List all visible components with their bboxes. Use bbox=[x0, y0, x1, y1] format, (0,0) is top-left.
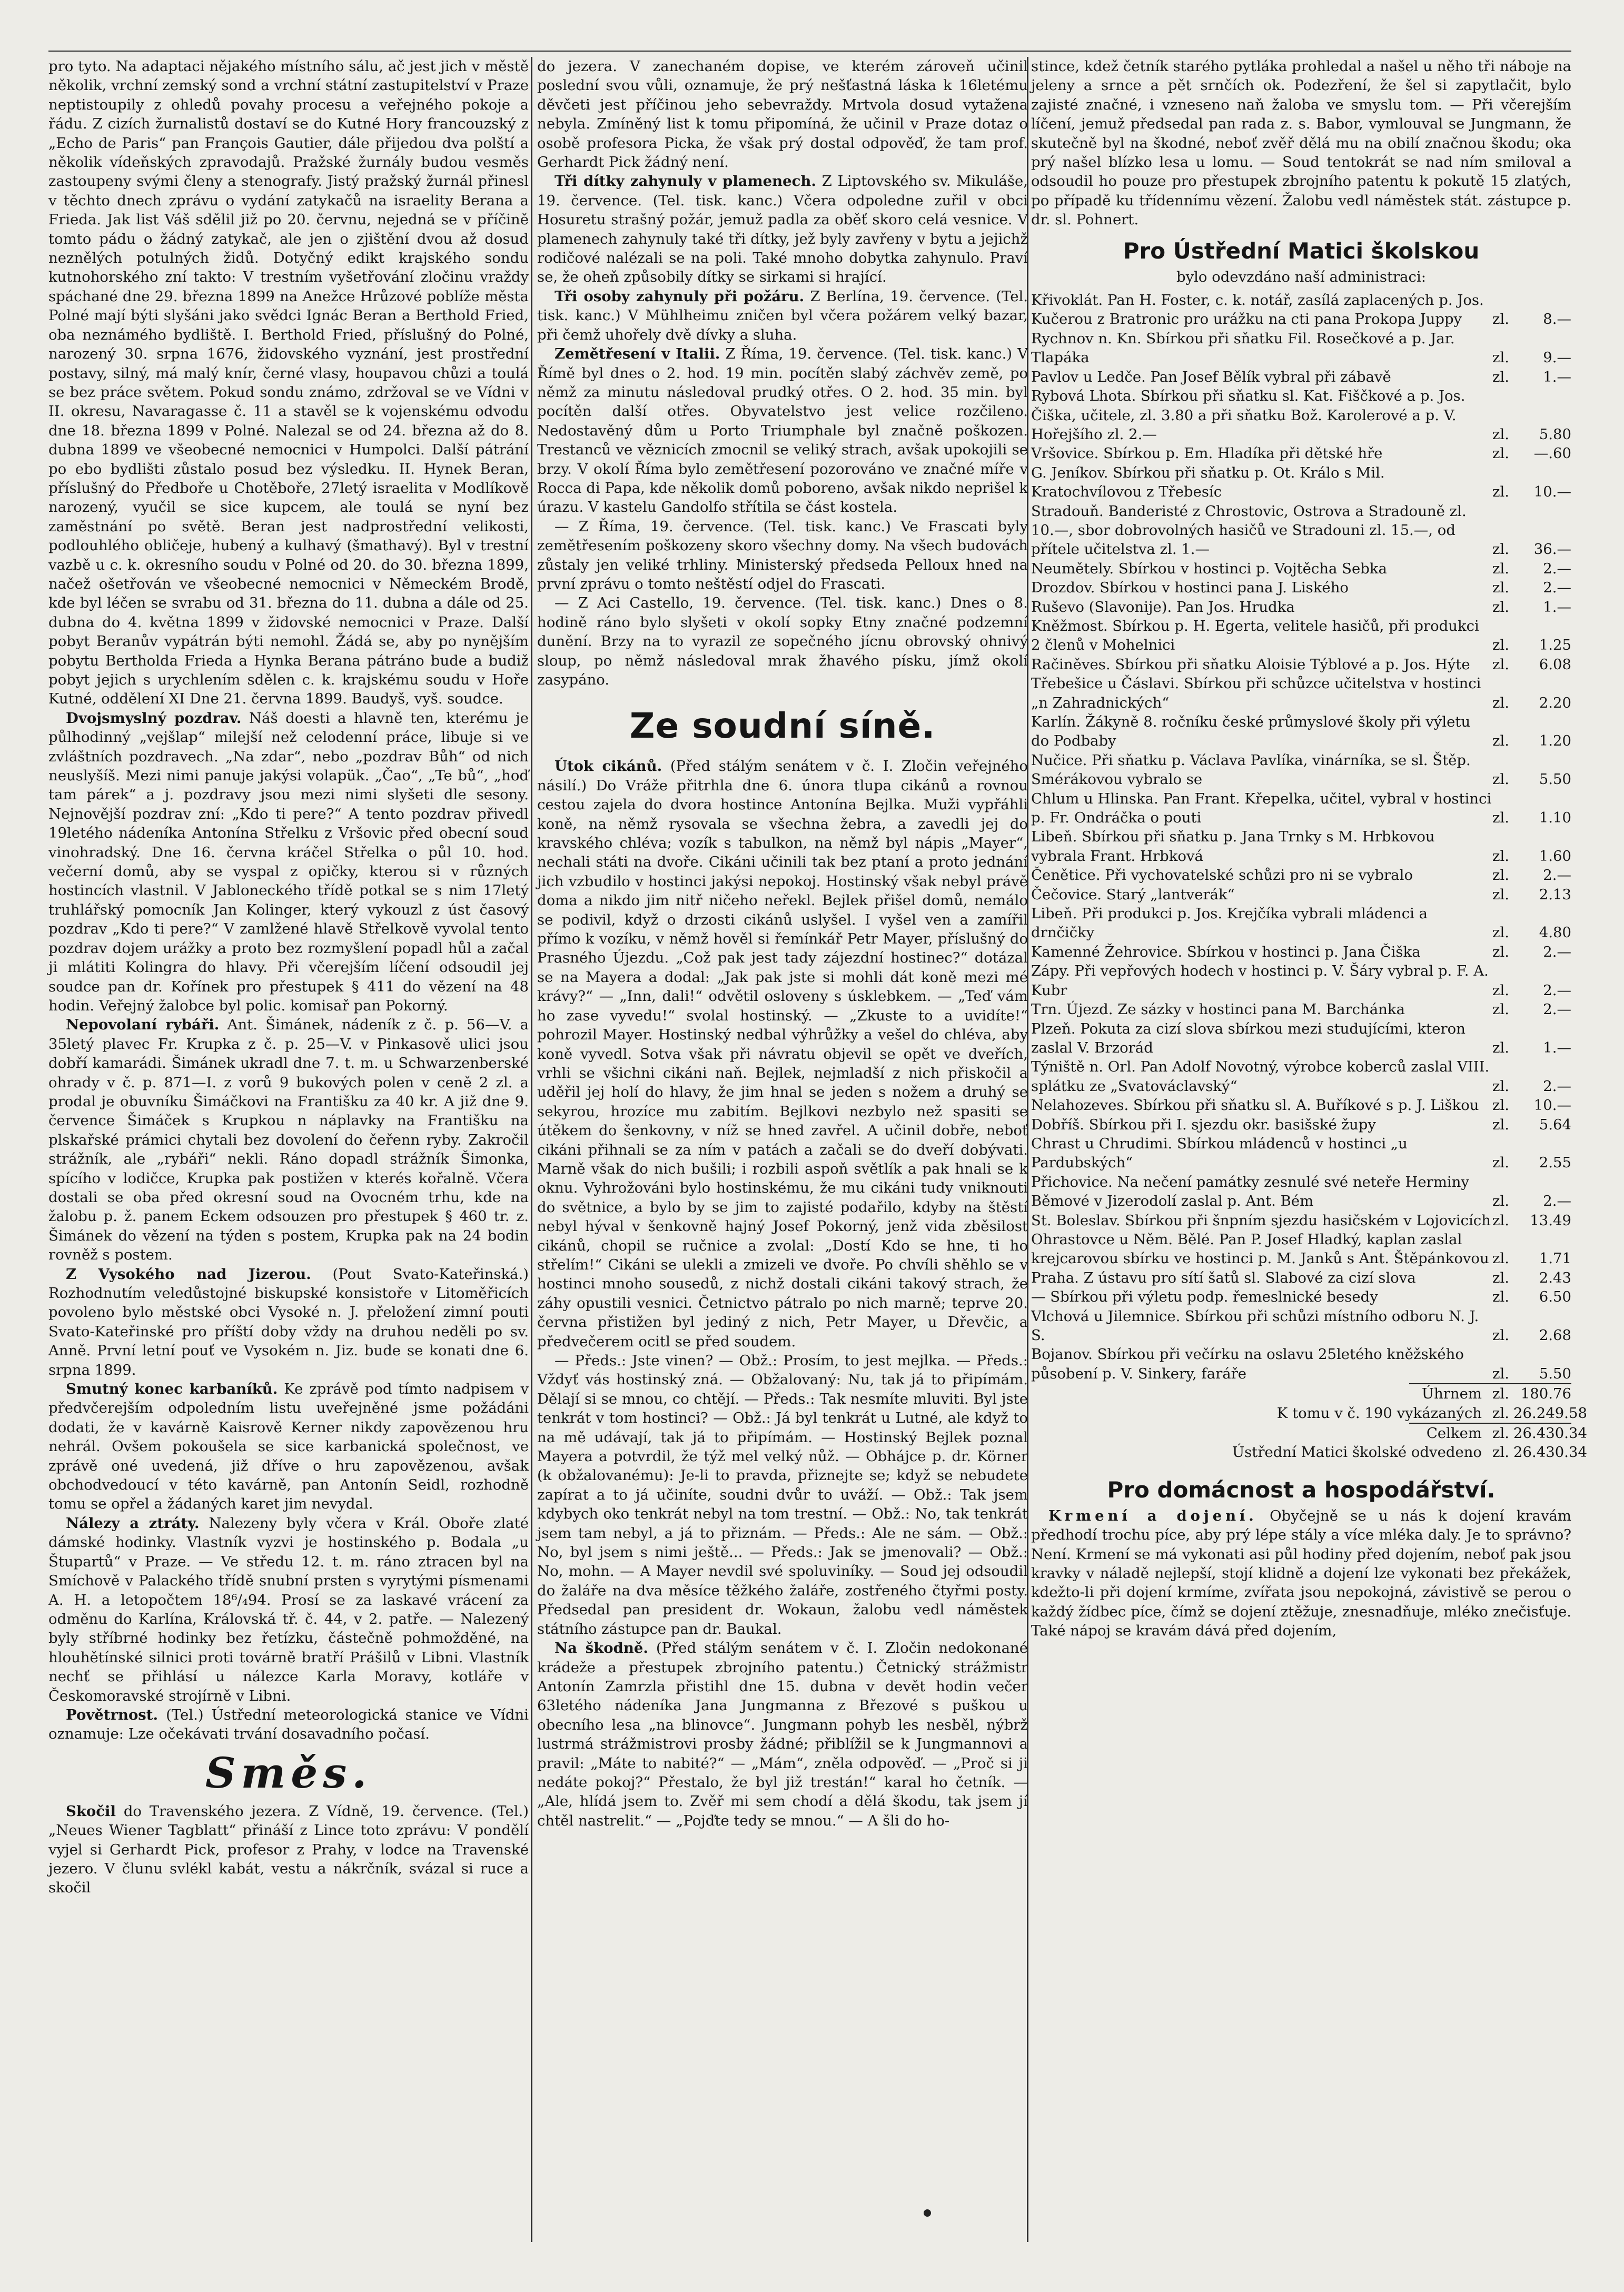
donation-row bbox=[1031, 578, 1571, 597]
text-krmeni: Obyčejně se u nás k dojení kravám předhodí trochu píce, aby prý lépe stály a více mléka daly. Je to správno? Není. Krmení se má vykonati asi půl hodiny před dojením, neboť pak jsou kravky v náladě nejlepší, stojí klidně a dojení lze vykonati bez překážek, kdežto-li při dojení krmíme, zvířata jsou nepokojná, závistivě se perou o každý žídbec píce, čímž se dojení ztěžuje, znesnadňuje, mléko znečisťuje. Také nápoj se kravám dává před dojením, bbox=[1031, 1507, 1571, 1640]
donation-row bbox=[1031, 866, 1571, 885]
text-zemetreseni: Z Říma, 19. července. (Tel. tisk. kanc.) V Římě byl dnes o 2. hod. 19 min. pocítěn slabý záchvěv země, po němž za minutu následoval prudký otřes. O 2. hod. 35 min. byl pocítěn další otřes. Obyvatelstvo jest velice rozčileno. Nedostavěný dům u Porto Triumphale byl značně poškozen. Trestanců ve věznicích zmocnil se veliký strach, avšak upokojili se brzy. V okolí Říma bylo zemětřesení pozorováno ve značné míře v Rocca di Papa, kde několik domů poboreno, avšak nikdo neprišel k úrazu. V kastelu Gandolfo střítila se část kostela. bbox=[537, 345, 1028, 516]
donation-row bbox=[1031, 674, 1571, 712]
article-na-skodne-cont: stince, kdež četník starého pytláka prohledal a našel u něho tři náboje na jeleny a srnce a pět srnčích ok. Podezření, že šel si zapytlačit, bylo zajisté značné, i vzneseno naň žaloba ve smyslu tom. — Při včerejším líčení, jemuž předsedal pan rada z. s. Babor, vymlouval se Jungmann, že skutečně byl na škodné, neboť zvěř dělá mu na obilí značnou škodu; oka prý našel blízko lesa u lomu. — Soud tentokrát se nad ním smiloval a odsoudil ho pouze pro přestupek zbrojního patentu k pokutě 15 zlatých, po případě ku třídennímu vězení. Žalobu vedl náměstek stát. zástupce p. dr. sl. Pohnert. bbox=[1031, 58, 1571, 229]
donation-amount: 2.— bbox=[1543, 1077, 1571, 1095]
donation-row bbox=[1031, 1345, 1571, 1383]
donation-text: Račiněves. Sbírkou při sňatku Aloisie Týblové a p. Jos. Hýte bbox=[1031, 656, 1470, 673]
donation-text: Libeň. Sbírkou při sňatku p. Jana Trnky s M. Hrbkovou vybrala Frant. Hrbková bbox=[1031, 828, 1435, 865]
ink-dot bbox=[924, 2209, 931, 2217]
donation-text: Stradouň. Banderisté z Chrostovic, Ostrova a Stradouně zl. 10.—, sbor dobrovolných hasičů ve Stradouni zl. 15.—, od přítele učitelstva zl. 1.— bbox=[1031, 502, 1467, 558]
donation-amount: 8.— bbox=[1543, 311, 1571, 328]
donation-text: Rychnov n. Kn. Sbírkou při sňatku Fil. Rosečkové a p. Jar. Tlapáka bbox=[1031, 330, 1455, 366]
donation-text: Třebešice u Čáslavi. Sbírkou při schůzce učitelstva v hostinci „n Zahradnických“ bbox=[1031, 675, 1481, 711]
donation-text: Neumětely. Sbírkou v hostinci p. Vojtěcha Sebka bbox=[1031, 560, 1387, 577]
text-skocil: do Travenského jezera. Z Vídně, 19. července. (Tel.) „Neues Wiener Tagblatt“ přináší z Lince toto zprávu: V pondělí vyjel si Gerhardt Pick, profesor z Prahy, v lodce na Travenské jezero. V člunu svlékl kabát, vestu a nákrčník, svázal si ruce a skočil bbox=[48, 1802, 529, 1897]
donation-row bbox=[1031, 1287, 1571, 1306]
donation-amount: 13.49 bbox=[1530, 1212, 1571, 1229]
donation-amount: 1.— bbox=[1543, 1039, 1571, 1056]
headline-krmeni: Krmení a dojení. bbox=[1048, 1507, 1257, 1524]
column-1 bbox=[48, 57, 529, 2253]
column-rule-left bbox=[531, 57, 532, 2242]
donation-text: Nučice. Při sňatku p. Václava Pavlíka, vinárníka, se sl. Štěp. Smérákovou vybralo se bbox=[1031, 751, 1471, 788]
donation-amount: 2.— bbox=[1543, 1193, 1571, 1210]
text-tri-osoby: Z Berlína, 19. července. (Tel. tisk. kanc.) V Mühlheimu zničen byl včera požárem velký bazar, při čemž uhořely dvě dívky a sluha. bbox=[537, 287, 1028, 343]
donation-row bbox=[1031, 291, 1571, 329]
top-rule bbox=[48, 51, 1571, 52]
donation-currency: zl. bbox=[1492, 1327, 1510, 1344]
donation-text: Týniště n. Orl. Pan Adolf Novotný, výrobce koberců zaslal VIII. splátku ze „Svatováclavský“ bbox=[1031, 1058, 1490, 1095]
donation-list bbox=[1031, 291, 1571, 1383]
article-karbanici bbox=[48, 1380, 529, 1514]
donation-row bbox=[1031, 942, 1571, 961]
donation-row bbox=[1031, 444, 1571, 463]
article-polna-trial: pro tyto. Na adaptaci nějakého místního sálu, ač jest jich v městě několik, vrchní zemský sond a vrchní státní zastupitelství v Praze neptistoupily z ohledů povahy procesu a veřejného pokoje a řádu. Z cizích žurnalistů dostaví se do Kutné Hory francouzský z „Echo de Paris“ pan François Gautier, dále přijedou dva polští a několik vídeňských zpravodajů. Pražské žurnály budou vesměs zastoupeny svými členy a stenografy. Jistý pražský žurnál přinesl v těchto dnech zprávu o vydání zatykačů na israelity Berana a Frieda. Jak list Váš sdělil již po 20. červnu, nejedná se v příčině tomto pádu o žádný zatykač, ale jen o zjištění dvou až dosud neznělých potulných židů. Dotyčný edikt krajského sondu kutnohorského zní takto: V trestním vyšetřování zločinu vraždy spáchané dne 29. března 1899 na Anežce Hrůzové poblíže města Polné mají býti slyšáni jako svědci Ignác Beran a Berthold Fried, oba neznámého bydliště. I. Berthold Fried, příslušný do Polné, narozený 30. srpna 1676, židovského vyznání, jest prostřední postavy, silný, má malý knír, černé vlasy, houpavou chůzi a toulá se bez práce světem. Pokud sondu známo, zdržoval se ve Vídni v II. okresu, Navaragasse č. 11 a stavěl se k vojenskému odvodu dne 18. března 1899 v Polné. Nalezal se od 24. března až do 8. dubna 1899 ve všeobecné nemocnici v Humpolci. Další pátrání po ebo bydlišti zůstalo posud bez výsledku. II. Hynek Beran, příslušný do Předboře u Chotěboře, 27letý israelita v Modlíkově narozený, vyučil se sice kupcem, ale toulá se nyní bez zaměstnání po světě. Beran jest nadprostřední velikosti, podlouhlého obličeje, hubený a kulhavý (šmathavý). Byl v trestní vazbě u c. k. okresního soudu v Polné od 20. do 30. března 1899, načež ošetřován ve všeobecné nemocnici v Německém Brodě, kde byl léčen se svrabu od 31. března do 11. dubna a dále od 25. dubna do 4. května 1899 v židovské nemocnici v Praze. Další pobyt Beranův vypátrán býti nemohl. Žádá se, aby po nynějším pobytu Bertholda Frieda a Hynka Berana pátráno bude a budiž pobyt jejich s urychlením sdělen c. k. krajskému soudu v Hoře Kutné, oddělení XI Dne 21. června 1899. Baudyš, vyš. soudce. bbox=[48, 58, 529, 708]
donation-text: Bojanov. Sbírkou při večírku na oslavu 25letého kněžského působení p. V. Sinkery, faráře bbox=[1031, 1346, 1464, 1382]
donation-currency: zl. bbox=[1492, 349, 1510, 366]
donation-row bbox=[1031, 559, 1571, 578]
sum-celkem: Celkem zl. 26.430.34 bbox=[1426, 1425, 1587, 1442]
article-na-skodne bbox=[537, 1639, 1028, 1830]
headline-tri-ditky: Tři dítky zahynuly v plamenech. bbox=[554, 173, 816, 190]
article-pozdrav bbox=[48, 709, 529, 1016]
donation-amount: 2.— bbox=[1543, 579, 1571, 597]
article-nalezy bbox=[48, 1514, 529, 1705]
text-pozdrav: Náš doesti a hlavně ten, kterému je půlhodinný „vejšlap“ milejší než celodenní práce, libuje si ve zvláštních pozdravech. „Na zdar“, nebo „pozdrav Bůh“ od nich neuslyšíš. Mezi nimi panuje jakýsi volapük. „Čao“, „Te bů“, „hoď tam párek“ a j. pozdravy jsou mezi nimi slyšeti dle sesony. Nejnovější pozdrav zní: „Kdo ti pere?“ A tento pozdrav přivedl 19letého nádeníka Antonína Střelku z Vršovic před obecní soud vinohradský. Dne 16. června kráčel Střelka o půl 10. hod. večerní domů, aby se vyspal z opičky, kterou si v různých hostincích vlastnil. V Jabloneckého třídě potkal se s nim 17letý truhlářský pomocník Jan Kolinger, který vykouzl z úst časový pozdrav „Kdo ti pere?“ V zamlžené hlavě Střelkově vyvolal tento pozdrav dojem urážky a proto bez rozmyšlení popadl hůl a začal ji mlátiti Kolingra do hlavy. Při včerejším líčení odsoudil jej soudce pan dr. Kořínek pro přestupek § 411 do vězení na 48 hodin. Veřejný žalobce byl polic. komisař pan Pokorný. bbox=[48, 709, 529, 1014]
text-rybari: Ant. Šimánek, nádeník z č. p. 56—V. a 35letý plavec Fr. Krupka z č. p. 25—V. v Pinkasově ulici jsou dobří kamarádi. Šimánek ukradl dne 7. t. m. u Schwarzenberské ohrady v č. p. 871—I. z vorů 9 bukových polen v ceně 2 zl. a prodal je obuvníku Šimáčkovi na Františku za 40 kr. A již dne 9. července Šimáček s Krupkou n náplavky na Františku na plskařské prámici chytali bez dovolení do čeřenn ryby. Zakročil strážník, ale „rybáři“ nekli. Ráno dopadl strážník Šimonka, spícího v lodičce, Krupka pak postižen v kterés kořalně. Včera dostali se oba před okresní soud na Ovocném trhu, kde na žalobu p. ž. panem Eckem odsouzen pro přestupek § 460 tr. z. Šimánek do vězení na týden s postem, Krupka pak na 24 bodin rovněž s postem. bbox=[48, 1016, 529, 1264]
section-title-matice: Pro Ústřední Matici školskou bbox=[1123, 237, 1480, 264]
donation-row bbox=[1031, 617, 1571, 655]
donation-text: Drozdov. Sbírkou v hostinci pana J. Liského bbox=[1031, 579, 1349, 597]
donation-text: Chrast u Chrudimi. Sbírkou mládenců v hostinci „u Pardubských“ bbox=[1031, 1135, 1408, 1172]
donation-row bbox=[1031, 368, 1571, 386]
donation-currency: zl. bbox=[1492, 1288, 1510, 1306]
donation-text: Čečovice. Starý „lantverák“ bbox=[1031, 886, 1235, 903]
text-utok-cikanu: (Před stálým senátem v č. I. Zločin veřejného násilí.) Do Vráže přitrhla dne 6. února tlupa cikánů a rovnou cestou zajela do dvora hostince Antonína Bejlka. Muži vypřáhli koně, na němž rysovala se všechna žebra, a zavedli jej do kravského chlévа; vozík s tabulkon, na němž byl nápis „Mayer“, nechali státi na dvoře. Cikáni učinili tak bez ptaní a proto jednání jich vzbudilo v hostinci jakýsi nepokoj. Hostinský však nebyl právě doma a nikdo jim nitř ničeho neřekl. Bejlek přišel domů, nemálo se podivil, když o drzosti cikánů uslyšel. I vyšel ven a zamířil přímo k vozíku, v němž hověl si řemínkář Petr Mayer, příslušný do Prasného Újezdu. „Což pak jest tady zájezdní hostinec?“ dotázal se na Mayera a dodal: „Jak pak jste si mohli dát koně mezi mé krávy?“ — „Inn, dali!“ odvětil osloveny s úsklebkem. — „Teď vám ho zase vyvedu!“ svolal hostinský. — „Zkuste to a uvidíte!“ pohrozil Mayer. Hostinský nedbal výhrůžky a vešel do chléva, aby koně vyvedl. Sotva však při návratu objevil se opět ve dveřích, vrhli se všichni cikáni naň. Bejlek, nejmladší z nich přiskočil a uděřil jej holí do hlavy, že jim hnal se jeden s nožem a druhý se sekyrou, hrozíce mu zabitím. Bejlkovi nezbylo než spasiti se útěkem do šenkovny, v níž se hned zavřel. A učinil dobře, neboť cikáni přihnali se za ním v patách a začali se do dveří dobývati. Marně však do nich bušili; i rozbili aspoň světlík a pak hnali se k oknu. Vyhrožováni bylo hostinskému, že mu cikáni tudy vniknouti do světnice, a bylo by se jim to zajisté podařilo, kdyby na štěstí nebyl hýval v šenkovně hajný Josef Pokorný, jenž vida zběsilost cikánů, chopil se ručnice a zvolal: „Dostí Kdo se hne, ti ho střelím!“ Cikáni se ulekli a zmizeli ve dvoře. Po chvíli shěhlo se v hostinci mnoho sousedů, z nichž dostali cikáni takový strach, že záhy opustili vesnici. Četnictvo pátralo po nich marně; teprve 20. června přistižen byl jediný z nich, Petr Mayer, u Dřevčic, a předvečerem ocitl se před soudem. bbox=[537, 758, 1028, 1350]
sum-k-tomu: K tomu v č. 190 vykázaných zl. 26.249.58 bbox=[1276, 1404, 1587, 1422]
donation-amount: 5.50 bbox=[1539, 771, 1571, 788]
donation-text: — Sbírkou při výletu podp. řemeslnické besedy bbox=[1031, 1288, 1378, 1306]
donation-currency: zl. bbox=[1492, 1154, 1510, 1172]
donation-amount: 1.10 bbox=[1539, 809, 1571, 827]
headline-skocil: Skočil bbox=[66, 1802, 116, 1820]
donation-amount: 6.08 bbox=[1539, 656, 1571, 673]
donation-row bbox=[1031, 598, 1571, 617]
donation-text: Ohrastovce u Něm. Bělé. Pan P. Josef Hladký, kaplan zaslal krejcarovou sbírku ve hostinci p. M. Janků s Ant. Štěpánkovou bbox=[1031, 1231, 1489, 1267]
donation-currency: zl. bbox=[1492, 771, 1510, 788]
headline-tri-osoby: Tři osoby zahynuly při požáru. bbox=[554, 287, 805, 305]
donation-currency: zl. bbox=[1492, 1365, 1510, 1382]
donation-amount: 2.68 bbox=[1539, 1327, 1571, 1344]
donation-row bbox=[1031, 827, 1571, 866]
donation-row bbox=[1031, 1173, 1571, 1211]
donation-row bbox=[1031, 904, 1571, 942]
donation-currency: zl. bbox=[1492, 1001, 1510, 1018]
text-karbanici: Ke zprávě pod tímto nadpisem v předvčerejším odpoledním listu uveřejněné jsme požádáni dodati, že v kavárně Kaisrově Kerner nikdy zapovězenou hru nehrál. Ovšem pokoušela se sice karbanická společnost, ve zprávě oné uvedená, již dříve o hru zapovězenou, avšak obchodvedoucí v této kavárně, pan Antonín Seidl, rozhodně tomu se opřel a žádaných karet jim nevydal. bbox=[48, 1381, 529, 1513]
donation-amount: 9.— bbox=[1543, 349, 1571, 366]
article-tri-osoby bbox=[537, 287, 1028, 344]
section-title-soudni-sin: Ze soudní síně. bbox=[629, 706, 936, 747]
donation-currency: zl. bbox=[1492, 924, 1510, 941]
donation-row bbox=[1031, 1019, 1571, 1058]
donation-text: Libeň. Při produkci p. Jos. Krejčíka vybrali mládenci a drnčičky bbox=[1031, 905, 1428, 941]
donation-currency: zl. bbox=[1492, 694, 1510, 711]
headline-vysoke: Z Vysokého nad Jizerou. bbox=[66, 1265, 311, 1283]
donation-text: Zápy. Při vepřových hodech v hostinci p. V. Šáry vybral p. F. A. Kubr bbox=[1031, 963, 1489, 999]
column-3 bbox=[1031, 57, 1587, 2253]
donation-amount: 2.20 bbox=[1539, 694, 1571, 711]
article-tri-ditky bbox=[537, 172, 1028, 286]
headline-zemetreseni: Zemětřesení v Italii. bbox=[554, 345, 720, 363]
donation-amount: 6.50 bbox=[1539, 1288, 1571, 1306]
donation-amount: 2.— bbox=[1543, 943, 1571, 960]
donation-text: Plzeň. Pokuta za cizí slova sbírkou mezi studujícími, kteron zaslal V. Brzorád bbox=[1031, 1020, 1465, 1056]
donation-row bbox=[1031, 502, 1571, 559]
donation-amount: 1.25 bbox=[1539, 637, 1571, 654]
donation-currency: zl. bbox=[1492, 847, 1510, 865]
text-vysoke: (Pout Svato-Kateřinská.) Rozhodnutím veledůstojné biskupské konsistoře v Litoměřicích povoleno bylo městské obci Vysoké n. J. přeložení zimní pouti Svato-Kateřinské pro příští doby vždy na druhou neděli po sv. Anně. První letní pouť ve Vysokém n. Jiz. bude se konati dne 6. srpna 1899. bbox=[48, 1265, 529, 1378]
donation-currency: zl. bbox=[1492, 560, 1510, 577]
donation-amount: 2.— bbox=[1543, 981, 1571, 999]
donation-currency: zl. bbox=[1492, 1097, 1510, 1114]
article-rybari bbox=[48, 1015, 529, 1264]
donation-row bbox=[1031, 751, 1571, 789]
donation-currency: zl. bbox=[1492, 368, 1510, 385]
donation-row bbox=[1031, 1057, 1571, 1096]
donation-text: Ruševo (Slavonije). Pan Jos. Hrudka bbox=[1031, 598, 1295, 616]
headline-utok-cikanu: Útok cikánů. bbox=[554, 758, 662, 775]
donation-currency: zl. bbox=[1492, 732, 1510, 750]
donation-text: Vlchová u Jilemnice. Sbírkou při schůzi místního odboru N. J. S. bbox=[1031, 1307, 1479, 1344]
donation-currency: zl. bbox=[1492, 637, 1510, 654]
donation-amount: 5.64 bbox=[1539, 1116, 1571, 1133]
section-title-smes: Směs. bbox=[205, 1748, 372, 1798]
article-utok-cikanu bbox=[537, 757, 1028, 1351]
donation-amount: —.60 bbox=[1533, 445, 1571, 462]
article-aci-castello: — Z Aci Castello, 19. července. (Tel. tisk. kanc.) Dnes o 8. hodině ráno bylo slyšeti v okolí sopky Etny značné podzemní dunění. Brzy na to vyrazil ze sopečného jícnu obrovský ohnivý sloup, po němž následoval mrak žhavého písku, jímž okolí zasypáno. bbox=[537, 594, 1028, 688]
donation-currency: zl. bbox=[1492, 579, 1510, 597]
donation-amount: 2.— bbox=[1543, 560, 1571, 577]
donation-currency: zl. bbox=[1492, 541, 1510, 558]
donation-currency: zl. bbox=[1492, 886, 1510, 903]
donation-row bbox=[1031, 655, 1571, 674]
donation-currency: zl. bbox=[1492, 1116, 1510, 1133]
donation-text: Kněžmost. Sbírkou p. H. Egerta, velitele hasičů, při produkci 2 členů v Mohelnici bbox=[1031, 617, 1479, 654]
column-2 bbox=[537, 57, 1028, 2253]
headline-povetrnost: Povětrnost. bbox=[66, 1706, 159, 1723]
article-frascati: — Z Říma, 19. července. (Tel. tisk. kanc.) Ve Frascati byly zemětřesením poškozeny skoro všechny domy. Na všech budovách zůstaly jen veliké trhliny. Ministerský předseda Pelloux hned na první zprávu o tomto neštěstí odjel do Frascati. bbox=[537, 518, 1028, 592]
headline-karbanici: Smutný konec karbaníků. bbox=[66, 1381, 278, 1398]
donation-currency: zl. bbox=[1492, 656, 1510, 673]
donation-row bbox=[1031, 463, 1571, 502]
donation-currency: zl. bbox=[1492, 809, 1510, 827]
donation-text: G. Jeníkov. Sbírkou při sňatku p. Ot. Králo s Mil. Kratochvílovou z Třebesíc bbox=[1031, 464, 1385, 501]
donation-amount: 1.— bbox=[1543, 368, 1571, 385]
donation-currency: zl. bbox=[1492, 445, 1510, 462]
sum-odvedeno: Ústřední Matici školské odvedeno zl. 26.430.34 bbox=[1232, 1444, 1587, 1461]
donation-currency: zl. bbox=[1492, 943, 1510, 960]
donation-amount: 4.80 bbox=[1539, 924, 1571, 941]
donation-text: Nelahozeves. Sbírkou při sňatku sl. A. Buříkové s p. J. Liškou bbox=[1031, 1097, 1479, 1114]
donation-row bbox=[1031, 712, 1571, 751]
headline-rybari: Nepovolaní rybáři. bbox=[66, 1016, 220, 1034]
donation-amount: 2.55 bbox=[1539, 1154, 1571, 1172]
donation-row bbox=[1031, 885, 1571, 904]
donation-currency: zl. bbox=[1492, 1077, 1510, 1095]
donation-text: St. Boleslav. Sbírkou při šnpním sjezdu hasičském v Lojovicích bbox=[1031, 1212, 1491, 1229]
donation-text: Přichovice. Na nečení památky zesnulé své neteře Herminy Běmové v Jizerodolí zaslal p. Ant. Bém bbox=[1031, 1173, 1469, 1210]
donation-amount: 5.50 bbox=[1539, 1365, 1571, 1382]
donation-row bbox=[1031, 789, 1571, 828]
donation-text: Čenětice. Při vychovatelské schůzi pro ni se vybralo bbox=[1031, 867, 1413, 884]
donation-text: Chlum u Hlinska. Pan Frant. Křepelka, učitel, vybral v hostinci p. Fr. Ondráčka o pouti bbox=[1031, 790, 1492, 827]
article-povetrnost bbox=[48, 1705, 529, 1744]
donation-row bbox=[1031, 1211, 1571, 1230]
text-tri-ditky: Z Liptovského sv. Mikuláše, 19. července. (Tel. tisk. kanc.) Včera odpoledne zuřil v obci Hosuretu strašný požár, jemuž padla za oběť skoro celá vesnice. V plamenech zahynuly také tři dítky, jež byly zavřeny v bytu a jejichž rodičové nalézali se na poli. Také mnoho dobytka zahynulo. Praví se, že oheň způsobily dítky se sirkami si hrající. bbox=[537, 173, 1028, 286]
text-nalezy: Nalezeny byly včera v Král. Oboře zlaté dámské hodinky. Vlastník vyzvi je hostinského p. Bodala „u Štupartů“ v Praze. — Ve středu 12. t. m. ráno ztracen byl na Smíchově v Palackého třídě snubní prsten s vyrytými písmenami A. H. a letopočtem 18⁶/₄94. Prosí se za laskavé vrácení za odměnu do Karlína, Královská tř. č. 44, v 2. patře. — Nalezený byly stříbrné hodinky bez řetízku, částečně pohmožděné, na hlouhětínské silnici proti továrně bratří Prášilů v Libni. Vlastník nechť se přihlásí u nálezce Karla Moravy, kotláře v Českomoravské strojírně v Libni. bbox=[48, 1514, 529, 1704]
article-vysoke bbox=[48, 1265, 529, 1380]
donation-currency: zl. bbox=[1492, 1039, 1510, 1056]
donation-amount: 1.60 bbox=[1539, 847, 1571, 865]
text-povetrnost: (Tel.) Ústřední meteorologická stanice ve Vídni oznamuje: Lze očekávati trvání dosavadního počasí. bbox=[48, 1706, 529, 1743]
donation-row bbox=[1031, 1307, 1571, 1345]
donation-amount: 1.71 bbox=[1539, 1250, 1571, 1267]
donation-row bbox=[1031, 1115, 1571, 1134]
headline-nalezy: Nálezy a ztráty. bbox=[66, 1514, 200, 1532]
article-zemetreseni bbox=[537, 344, 1028, 517]
donation-currency: zl. bbox=[1492, 1212, 1510, 1229]
donation-currency: zl. bbox=[1492, 598, 1510, 616]
article-vyslech: — Předs.: Jste vinen? — Obž.: Prosím, to jest mejlka. — Předs.: Vždyť vás hostinský zná. — Obžalovaný: Nu, tak já to připímám. Dělají si se mnou, co chtějí. — Předs.: Tak nesmíte mluviti. Byl jste tenkrát v tom hostinci? — Obž.: Já byl tenkrát u Lutné, ale když to na mě udávají, tak já to připímám. — Hostinský Bejlek poznal Mayera a potvrdil, že týž mel velký nůž. — Obhájce p. dr. Körner (k obžalovanému): Je-li to pravda, přiznejte se; když se nebudete zapírat a to já učiníte, soudni dvůr to uváží. — Obž.: Tak jsem kdybych oko tenkrát nebyl na tom trestní. — Obž.: No, tak tenkrát jsem tam nebyl, a já to přiznám. — Předs.: Ale ne sám. — Obž.: No, byl jsem s nimi ještě... — Předs.: Jak se jmenovali? — Obž.: No, mohn. — A Mayer nevdil své spoluviníky. — Soud jej odsoudil do žaláře na dva měsíce těžkého žaláře, zostřeného čtyřmi posty. Předsedal pan president dr. Wokaun, žalobu vedl náměstek státního zástupce pan dr. Baukal. bbox=[537, 1352, 1028, 1638]
donation-text: Karlín. Žákyně 8. ročníku české průmyslové školy při výletu do Podbaby bbox=[1031, 713, 1471, 750]
donation-row bbox=[1031, 1268, 1571, 1287]
donation-currency: zl. bbox=[1492, 1269, 1510, 1286]
donation-amount: 36.— bbox=[1533, 541, 1571, 558]
donation-text: Dobříš. Sbírkou při I. sjezdu okr. basišské župy bbox=[1031, 1116, 1376, 1133]
donation-row bbox=[1031, 386, 1571, 444]
donation-currency: zl. bbox=[1492, 1250, 1510, 1267]
article-skocil-cont: do jezera. V zanechaném dopise, ve kterém zároveň učinil poslední svou vůli, oznamuje, že prý nešťastná láska k 16letému děvčeti jest příčinou jeho sebevraždy. Mrtvola dosud vytažena nebyla. Zmíněný list k tomu připomíná, že učinil v Praze dotaz o osobě profesora Picka, že však prý dostal odpověď, že tam prof. Gerhardt Pick žádný není. bbox=[537, 58, 1028, 171]
donation-row bbox=[1031, 961, 1571, 1000]
donation-currency: zl. bbox=[1492, 1193, 1510, 1210]
headline-na-skodne: Na škodně. bbox=[554, 1640, 648, 1657]
donation-amount: 10.— bbox=[1533, 483, 1571, 501]
donation-currency: zl. bbox=[1492, 483, 1510, 501]
donation-row bbox=[1031, 1096, 1571, 1115]
donation-amount: 2.— bbox=[1543, 1001, 1571, 1018]
article-krmeni bbox=[1031, 1506, 1571, 1641]
donation-currency: zl. bbox=[1492, 425, 1510, 443]
donation-row bbox=[1031, 1000, 1571, 1019]
donation-amount: 10.— bbox=[1533, 1097, 1571, 1114]
donation-row bbox=[1031, 1134, 1571, 1173]
donation-currency: zl. bbox=[1492, 311, 1510, 328]
donation-currency: zl. bbox=[1492, 981, 1510, 999]
section-title-domacnost: Pro domácnost a hospodářství. bbox=[1107, 1476, 1496, 1503]
donation-text: Praha. Z ústavu pro sítí šatů sl. Slabové za cizí slova bbox=[1031, 1269, 1416, 1286]
donation-text: Kamenné Žehrovice. Sbírkou v hostinci p. Jana Čiška bbox=[1031, 943, 1421, 960]
article-skocil bbox=[48, 1802, 529, 1898]
donation-amount: 2.— bbox=[1543, 867, 1571, 884]
donation-text: Trn. Újezd. Ze sázky v hostinci pana M. Barchánka bbox=[1031, 1001, 1405, 1018]
headline-pozdrav: Dvojsmyslný pozdrav. bbox=[66, 709, 242, 727]
donation-amount: 1.20 bbox=[1539, 732, 1571, 750]
donation-currency: zl. bbox=[1492, 867, 1510, 884]
donation-row bbox=[1031, 1230, 1571, 1268]
matice-subtitle: bylo odevzdáno naší administraci: bbox=[1176, 268, 1426, 285]
donation-text: Pavlov u Ledče. Pan Josef Bělík vybral při zábavě bbox=[1031, 368, 1391, 385]
donation-amount: 2.13 bbox=[1539, 886, 1571, 903]
donation-amount: 1.— bbox=[1543, 598, 1571, 616]
donation-text: Křivoklát. Pan H. Foster, c. k. notář, zasílá zaplacených p. Jos. Kučerou z Bratronic pro urážku na cti pana Prokopa Juppy bbox=[1031, 292, 1484, 328]
donation-amount: 5.80 bbox=[1539, 425, 1571, 443]
donation-text: Vršovice. Sbírkou p. Em. Hladíka při dětské hře bbox=[1031, 445, 1383, 462]
text-na-skodne: (Před stálým senátem v č. I. Zločin nedokonané krádeže a přestupek zbrojního patentu.) Četnický strážmistr Antonín Zamrzla přistihl dne 15. dubna v devět hodin večer 63letého nádeníka Jana Jungmanna z Březové s puškou u obecního lesa „na blinovce“. Jungmann pohyb les nesběl, nýbrž lustrmá strážmistrovi prosby žádné; přiblížil se k Jungmannovi a pravil: „Máte to nabité?“ — „Mám“, zněla odpověď. — „Proč si ji nedáte pokoj?“ Přestalo, že byl již trestán!“ karal ho četník. — „Ale, hlídá jsem to. Zvěř mi sem chodí a dělá škodu, tak jsem jí chtěl nastrelit.“ — „Pojďte tedy se mnou.“ — A šli do ho- bbox=[537, 1640, 1028, 1829]
donation-amount: 2.43 bbox=[1539, 1269, 1571, 1286]
donation-text: Rybová Lhota. Sbírkou při sňatku sl. Kat. Fiščkové a p. Jos. Čiška, učitele, zl. 3.80 a při sňatku Bož. Karolerové a p. V. Hořejšího zl. 2.— bbox=[1031, 388, 1465, 443]
donation-row bbox=[1031, 329, 1571, 368]
sum-uhrnem: Úhrnem zl. 180.76 bbox=[1421, 1385, 1571, 1403]
